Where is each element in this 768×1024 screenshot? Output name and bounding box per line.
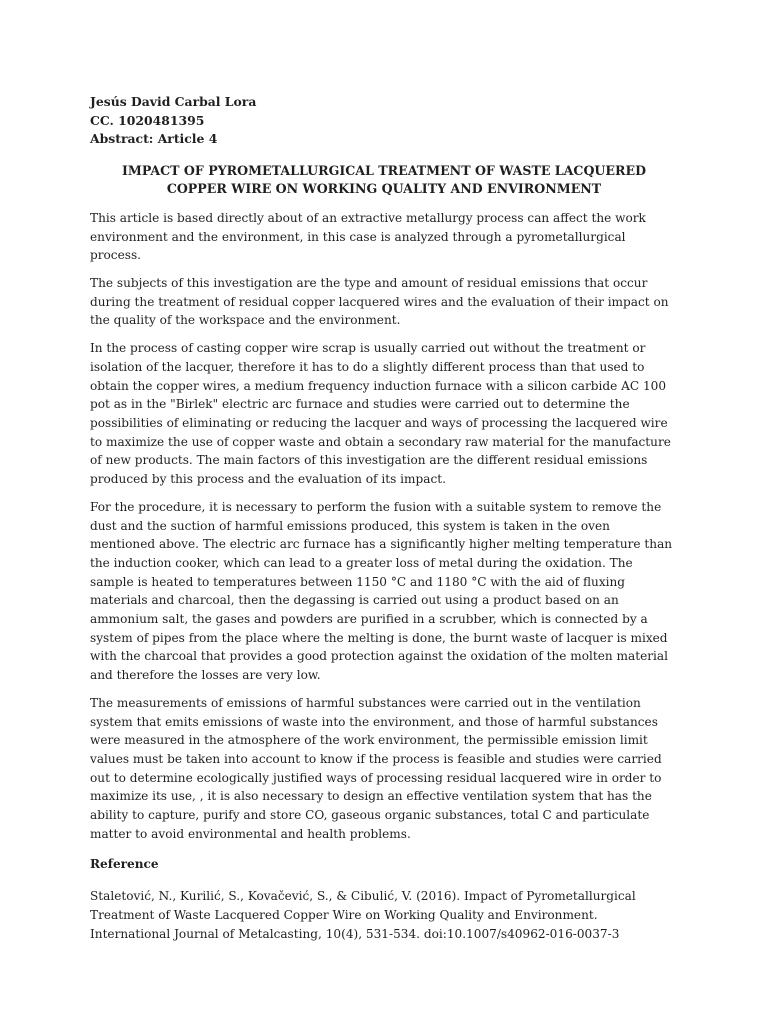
paragraph-procedure: For the procedure, it is necessary to perform the fusion with a suitable system to remove the dust and the suction of harmful emissions produced, this system is taken in the oven mentioned above. The electric arc furnace has a significantly higher melting temperature than the induction cooker, which can lead to a greater loss of metal during the oxidation. The sample is heated to temperatures between 1150 °C and 1180 °C with the aid of fluxing materials and charcoal, then the degassing is carried out using a product based on an ammonium salt, the gases and powders are purified in a scrubber, which is connected by a system of pipes from the place where the melting is done, the burnt waste of lacquer is mixed with the charcoal that provides a good protection against the oxidation of the molten material and therefore the losses are very low. [90,499,673,683]
abstract-label: Abstract: Article 4 [90,131,218,147]
reference-heading: Reference [90,857,159,872]
paragraph-measurements: The measurements of emissions of harmful substances were carried out in the ventilation system that emits emissions of waste into the environment, and those of harmful substances were measured in the atmosphere of the work environment, the permissible emission limit values must be taken into account to know if the process is feasible and studies were carried out to determine ecologically justified ways of processing residual lacquered wire in order to maximize its use, , it is also necessary to design an effective ventilation system that has the ability to capture, purify and store CO, gaseous organic substances, total C and particulate matter to avoid environmental and health problems. [90,695,662,841]
reference-citation: Staletović, N., Kurilić, S., Kovačević, S., & Cibulić, V. (2016). Impact of Pyrometallurgical Treatment of Waste Lacquered Copper Wire on Working Quality and Environment. International Journal of Metalcasting, 10(4), 531-534. doi:10.1007/s40962-016-0037-3 [90,889,636,941]
paragraph-intro: This article is based directly about of an extractive metallurgy process can affect the work environment and the environment, in this case is analyzed through a pyrometallurgical process. [90,210,646,263]
article-title: IMPACT OF PYROMETALLURGICAL TREATMENT OF WASTE LACQUERED COPPER WIRE ON WORKING QUALITY AND ENVIRONMENT [121,162,646,197]
author-name: Jesús David Carbal Lora [90,94,257,109]
paragraph-subjects: The subjects of this investigation are the type and amount of residual emissions that occur during the treatment of residual copper lacquered wires and the evaluation of their impact on the quality of the workspace and the environment. [90,276,669,328]
paragraph-process: In the process of casting copper wire scrap is usually carried out without the treatment or isolation of the lacquer, therefore it has to do a slightly different process than that used to obtain the copper wires, a medium frequency induction furnace with a silicon carbide AC 100 pot as in the "Birlek" electric arc furnace and studies were carried out to determine the possibilities of eliminating or reducing the lacquer and ways of processing the lacquered wire to maximize the use of copper waste and obtain a secondary raw material for the manufacture of new products. The main factors of this investigation are the different residual emissions produced by this process and the evaluation of its impact. [90,341,671,487]
author-id: CC. 1020481395 [90,112,205,128]
document-page [90,93,678,943]
